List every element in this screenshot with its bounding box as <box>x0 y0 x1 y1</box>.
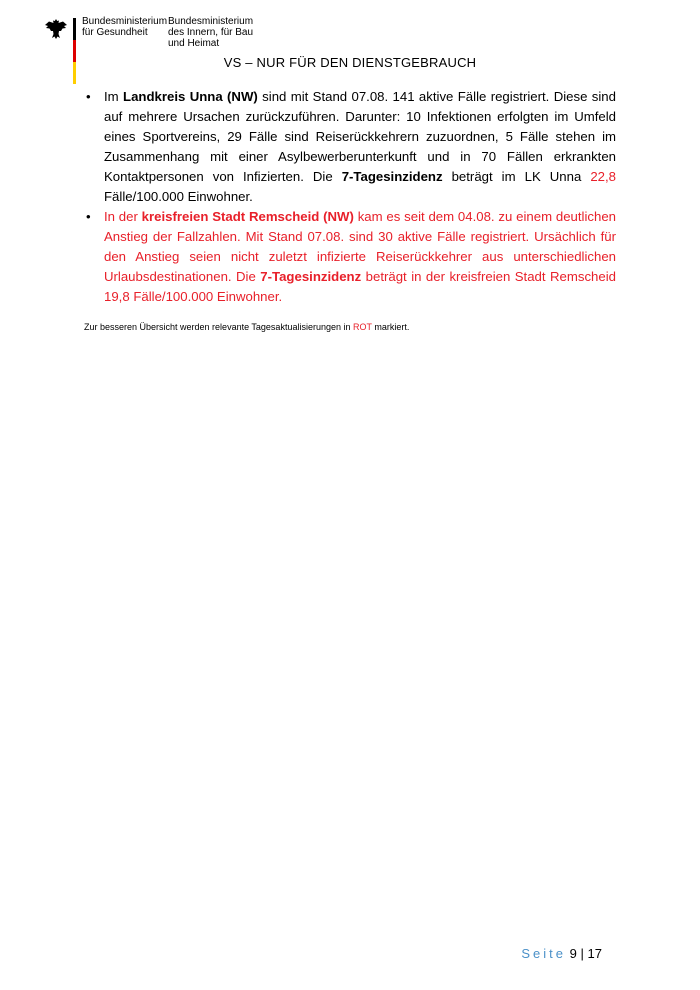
bullet-text <box>104 207 616 307</box>
page-separator: | <box>580 946 584 961</box>
german-flag-bar <box>73 18 76 84</box>
report-body <box>84 87 616 307</box>
page-number <box>521 946 602 961</box>
text-segment: 22,8 <box>590 169 616 184</box>
page-label: Seite <box>521 946 567 961</box>
bullet-dot: • <box>86 89 91 104</box>
ministry-interior-name: Bundesministerium des Innern, für Bau und Heimat <box>168 16 254 49</box>
text-segment: 7-Tagesinzidenz <box>341 169 443 184</box>
legend-highlight: ROT <box>353 322 372 332</box>
total-pages: 17 <box>587 946 602 961</box>
flag-stripe-black <box>73 18 76 40</box>
text-segment: beträgt in der kreisfreien Stadt Remscheid 19,8 Fälle/100.000 Einwohner. <box>104 269 616 304</box>
bullet-item <box>84 87 616 207</box>
text-segment: 7-Tagesinzidenz <box>260 269 362 284</box>
federal-eagle-icon <box>44 17 68 41</box>
text-segment: kreisfreien Stadt Remscheid (NW) <box>141 209 354 224</box>
text-segment: kam es seit dem 04.08. zu einem deutlichen Anstieg der Fallzahlen. Mit Stand 07.08. sind 30 aktive Fälle registriert. Ursächlich für den Anstieg seien nicht zuletzt infizierte Reiserückkehrer aus unterschiedlichen Urlaubsdestinationen. Die <box>104 209 616 284</box>
bullet-item <box>84 207 616 307</box>
text-segment: Fälle/100.000 Einwohner. <box>104 189 253 204</box>
classification-label: VS – NUR FÜR DEN DIENSTGEBRAUCH <box>223 55 477 70</box>
text-segment: Im <box>104 89 124 104</box>
text-segment: In der <box>104 209 142 224</box>
text-segment: beträgt im LK Unna <box>442 169 591 184</box>
ministry-health-name: Bundesministerium für Gesundheit <box>82 16 168 38</box>
text-segment: sind mit Stand 07.08. 141 aktive Fälle registriert. Diese sind auf mehrere Ursachen zurückzuführen. Darunter: 10 Infektionen erfolgten im Umfeld eines Sportvereins, 29 Fälle sind Reiserückkehrern zuzuordnen, 5 Fälle stehen im Zusammenhang mit einer Asylbewerberunterkunft und in 70 Fällen erkrankten Kontaktpersonen von Infizierten. Die <box>104 89 616 184</box>
bullet-dot: • <box>86 209 91 224</box>
legend-note: Zur besseren Übersicht werden relevante Tagesaktualisierungen in ROT markiert. <box>84 322 410 332</box>
text-segment: Landkreis Unna (NW) <box>123 89 258 104</box>
current-page: 9 <box>569 946 577 961</box>
bullet-text <box>104 87 616 207</box>
